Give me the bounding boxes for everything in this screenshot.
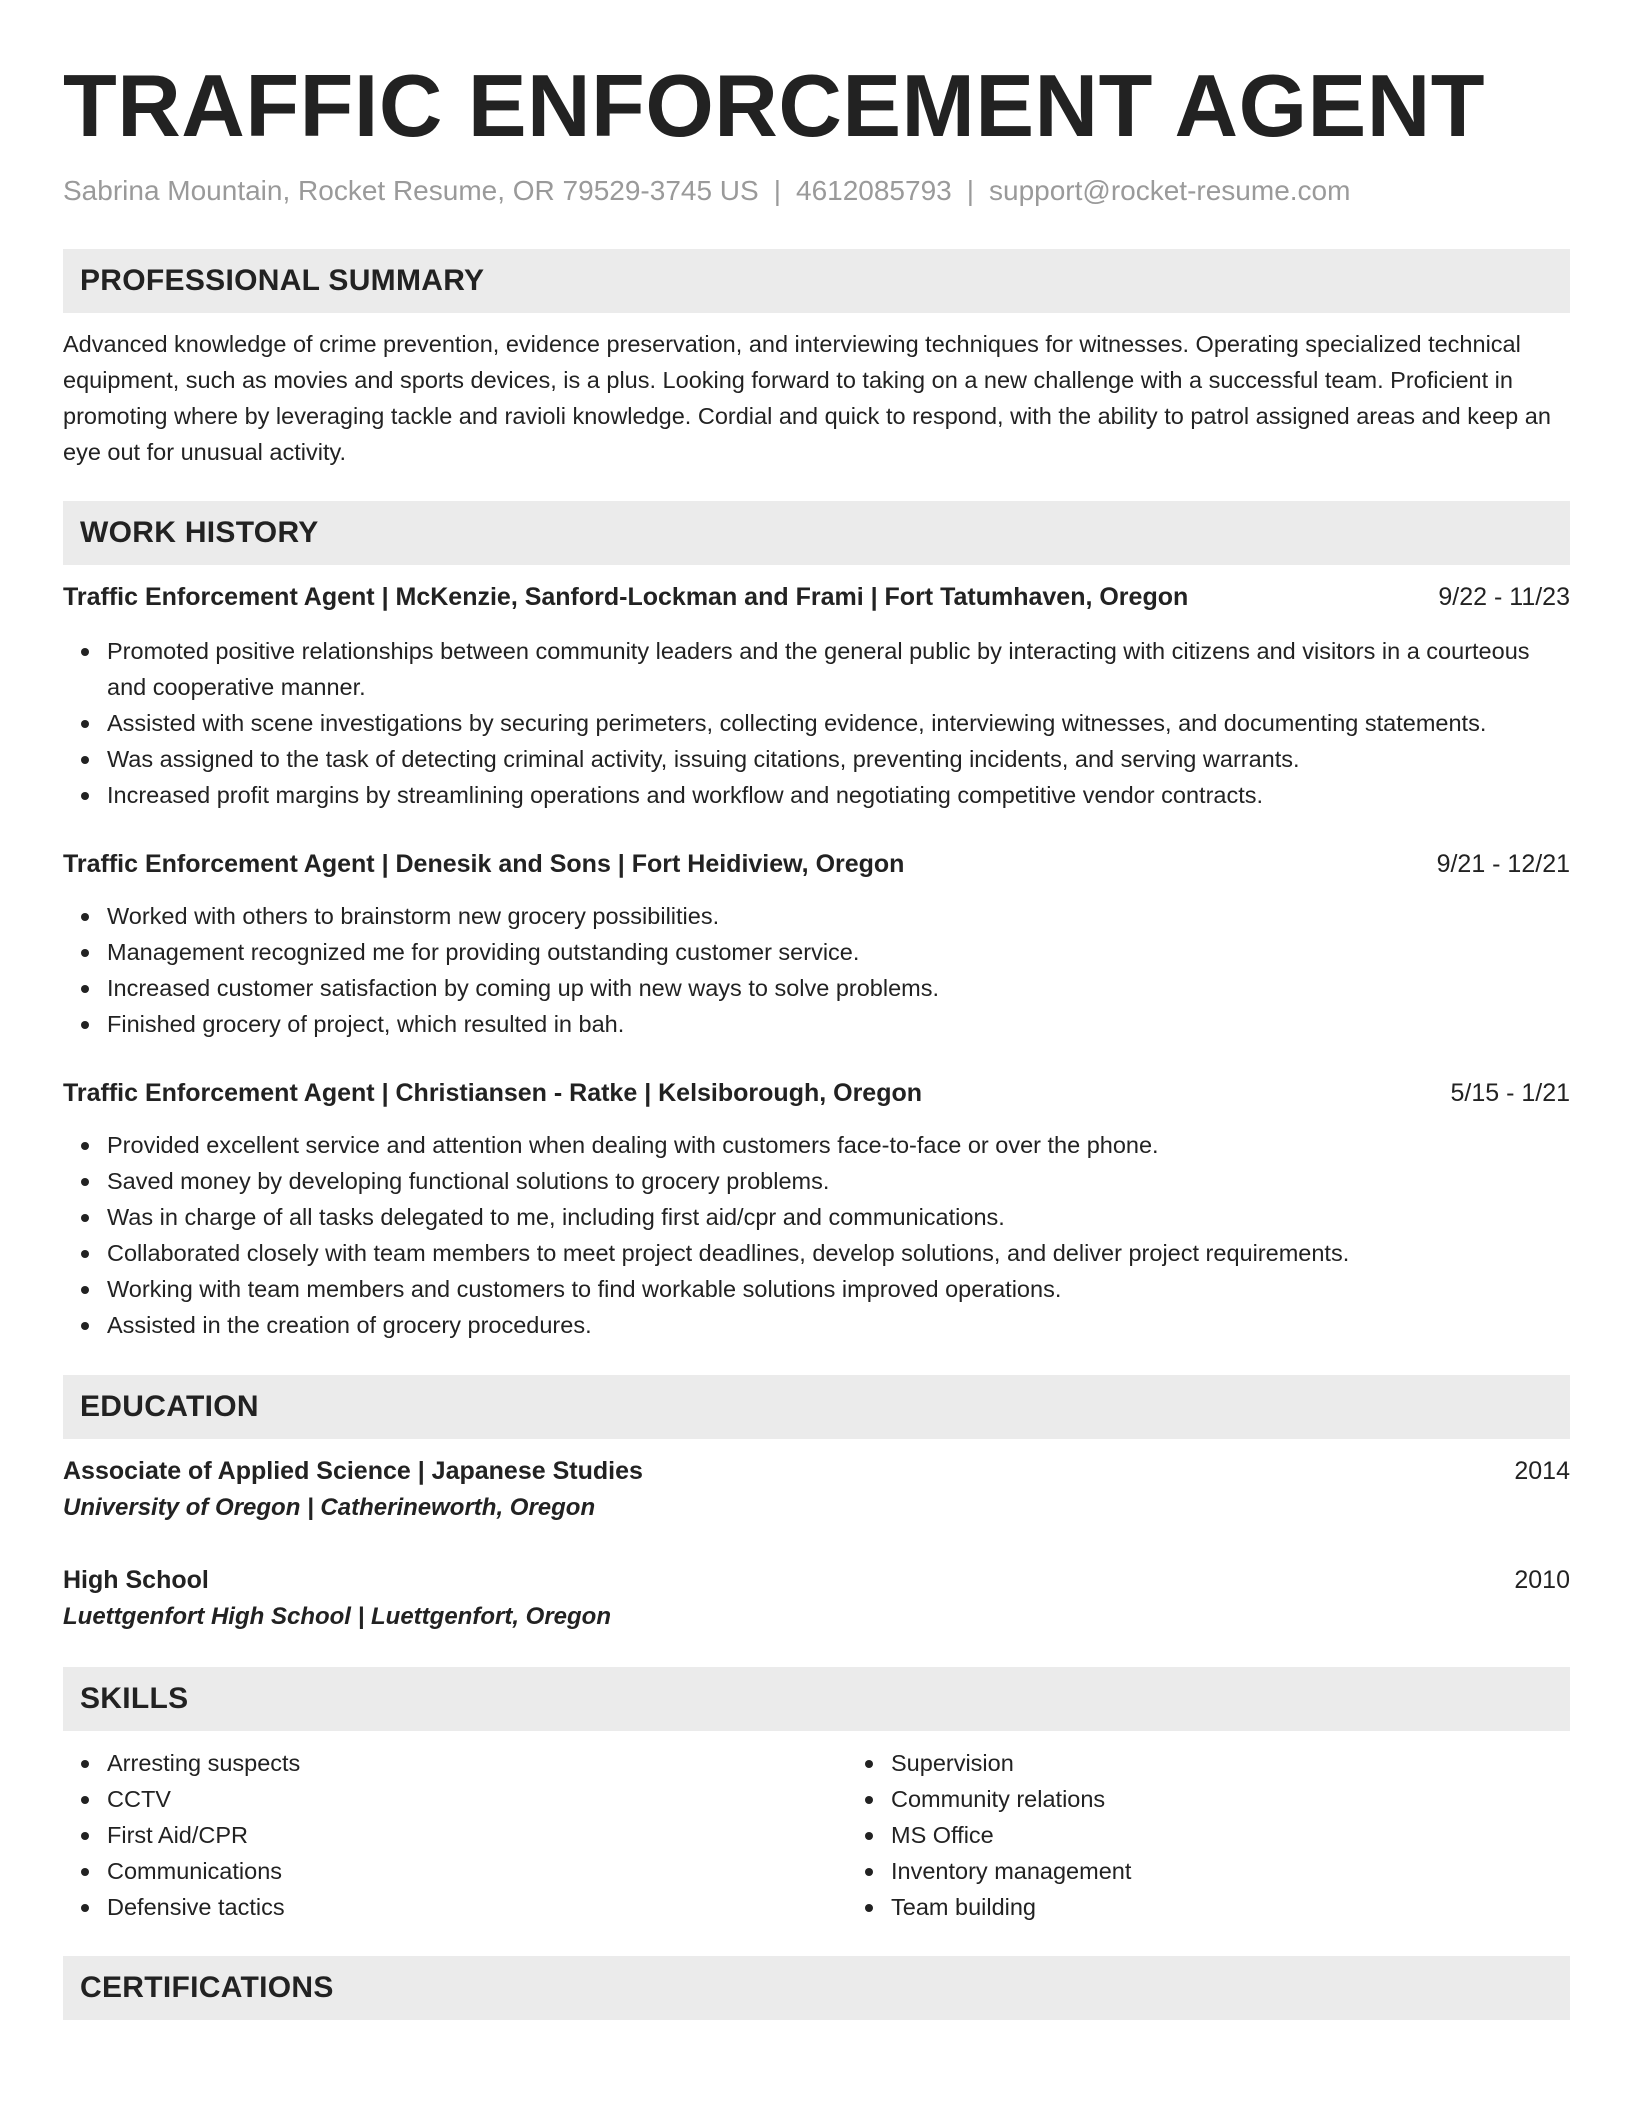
summary-text: Advanced knowledge of crime prevention, evidence preservation, and interviewing techniques for witnesses. Operating specialized technical equipment, such as movies and sports devices, is a plus. Looking forward to taking on a new challenge with a successful team. Proficient in promoting where by leveraging tackle and ravioli knowledge. Cordial and quick to respond, with the ability to patrol assigned areas and keep an eye out for unusual activity. (63, 331, 1551, 465)
contact-address: Sabrina Mountain, Rocket Resume, OR 79529-3745 US (63, 175, 759, 206)
list-item: Worked with others to brainstorm new grocery possibilities. (107, 898, 1570, 934)
list-item: MS Office (891, 1817, 1131, 1853)
section-header-summary: PROFESSIONAL SUMMARY (63, 249, 1570, 313)
list-item: CCTV (107, 1781, 847, 1817)
education-header (63, 1453, 1570, 1489)
list-item: Communications (107, 1853, 847, 1889)
section-header-education: EDUCATION (63, 1375, 1570, 1439)
list-item: Saved money by developing functional solutions to grocery problems. (107, 1163, 1570, 1199)
list-item: Was in charge of all tasks delegated to me, including first aid/cpr and communications. (107, 1199, 1570, 1235)
list-item: Team building (891, 1889, 1131, 1925)
list-item: Promoted positive relationships between community leaders and the general public by interacting with citizens and visitors in a courteous and cooperative manner. (107, 633, 1570, 705)
education-degree: High School (63, 1566, 209, 1594)
job-title: Traffic Enforcement Agent | McKenzie, Sanford-Lockman and Frami | Fort Tatumhaven, Oregon (63, 583, 1189, 611)
list-item: Assisted with scene investigations by securing perimeters, collecting evidence, interviewing witnesses, and documenting statements. (107, 705, 1570, 741)
job-dates: 9/21 - 12/21 (1436, 850, 1570, 878)
job-bullets (63, 633, 1570, 813)
job-dates: 5/15 - 1/21 (1450, 1079, 1570, 1107)
education-school: Luettgenfort High School | Luettgenfort, Oregon (63, 1603, 611, 1630)
list-item: Collaborated closely with team members to meet project deadlines, develop solutions, and deliver project requirements. (107, 1235, 1570, 1271)
education-school: University of Oregon | Catherineworth, Oregon (63, 1494, 596, 1521)
list-item: Working with team members and customers to find workable solutions improved operations. (107, 1271, 1570, 1307)
job-entry (63, 1075, 1570, 1343)
job-entry (63, 846, 1570, 1042)
list-item: Inventory management (891, 1853, 1131, 1889)
skills-column-right (847, 1745, 1131, 1925)
page-title: TRAFFIC ENFORCEMENT AGENT (63, 56, 1486, 155)
list-item: Defensive tactics (107, 1889, 847, 1925)
job-entry (63, 579, 1570, 813)
education-entry (63, 1453, 1570, 1527)
job-bullets (63, 898, 1570, 1042)
job-header (63, 846, 1570, 882)
list-item: Community relations (891, 1781, 1131, 1817)
list-item: First Aid/CPR (107, 1817, 847, 1853)
education-degree: Associate of Applied Science | Japanese Studies (63, 1457, 643, 1485)
job-bullets (63, 1127, 1570, 1343)
section-header-skills: SKILLS (63, 1667, 1570, 1731)
job-dates: 9/22 - 11/23 (1438, 583, 1570, 611)
list-item: Supervision (891, 1745, 1131, 1781)
contact-email: support@rocket-resume.com (989, 175, 1351, 206)
list-item: Provided excellent service and attention when dealing with customers face-to-face or over the phone. (107, 1127, 1570, 1163)
skills-list (63, 1745, 1570, 1925)
contact-separator: | (773, 175, 781, 206)
contact-line (63, 172, 1570, 210)
job-title: Traffic Enforcement Agent | Denesik and Sons | Fort Heidiview, Oregon (63, 850, 905, 878)
section-header-certifications: CERTIFICATIONS (63, 1956, 1570, 2020)
list-item: Was assigned to the task of detecting criminal activity, issuing citations, preventing incidents, and serving warrants. (107, 741, 1570, 777)
job-title: Traffic Enforcement Agent | Christiansen - Ratke | Kelsiborough, Oregon (63, 1079, 923, 1107)
list-item: Management recognized me for providing outstanding customer service. (107, 934, 1570, 970)
section-header-work-history: WORK HISTORY (63, 501, 1570, 565)
list-item: Increased customer satisfaction by coming up with new ways to solve problems. (107, 970, 1570, 1006)
education-header (63, 1562, 1570, 1598)
education-entry (63, 1562, 1570, 1636)
job-header (63, 579, 1570, 615)
list-item: Arresting suspects (107, 1745, 847, 1781)
list-item: Finished grocery of project, which resulted in bah. (107, 1006, 1570, 1042)
contact-phone: 4612085793 (796, 175, 952, 206)
education-year: 2014 (1514, 1457, 1570, 1485)
list-item: Increased profit margins by streamlining operations and workflow and negotiating competitive vendor contracts. (107, 777, 1570, 813)
education-year: 2010 (1514, 1566, 1570, 1594)
skills-column-left (63, 1745, 847, 1925)
job-header (63, 1075, 1570, 1111)
list-item: Assisted in the creation of grocery procedures. (107, 1307, 1570, 1343)
contact-separator: | (966, 175, 975, 206)
